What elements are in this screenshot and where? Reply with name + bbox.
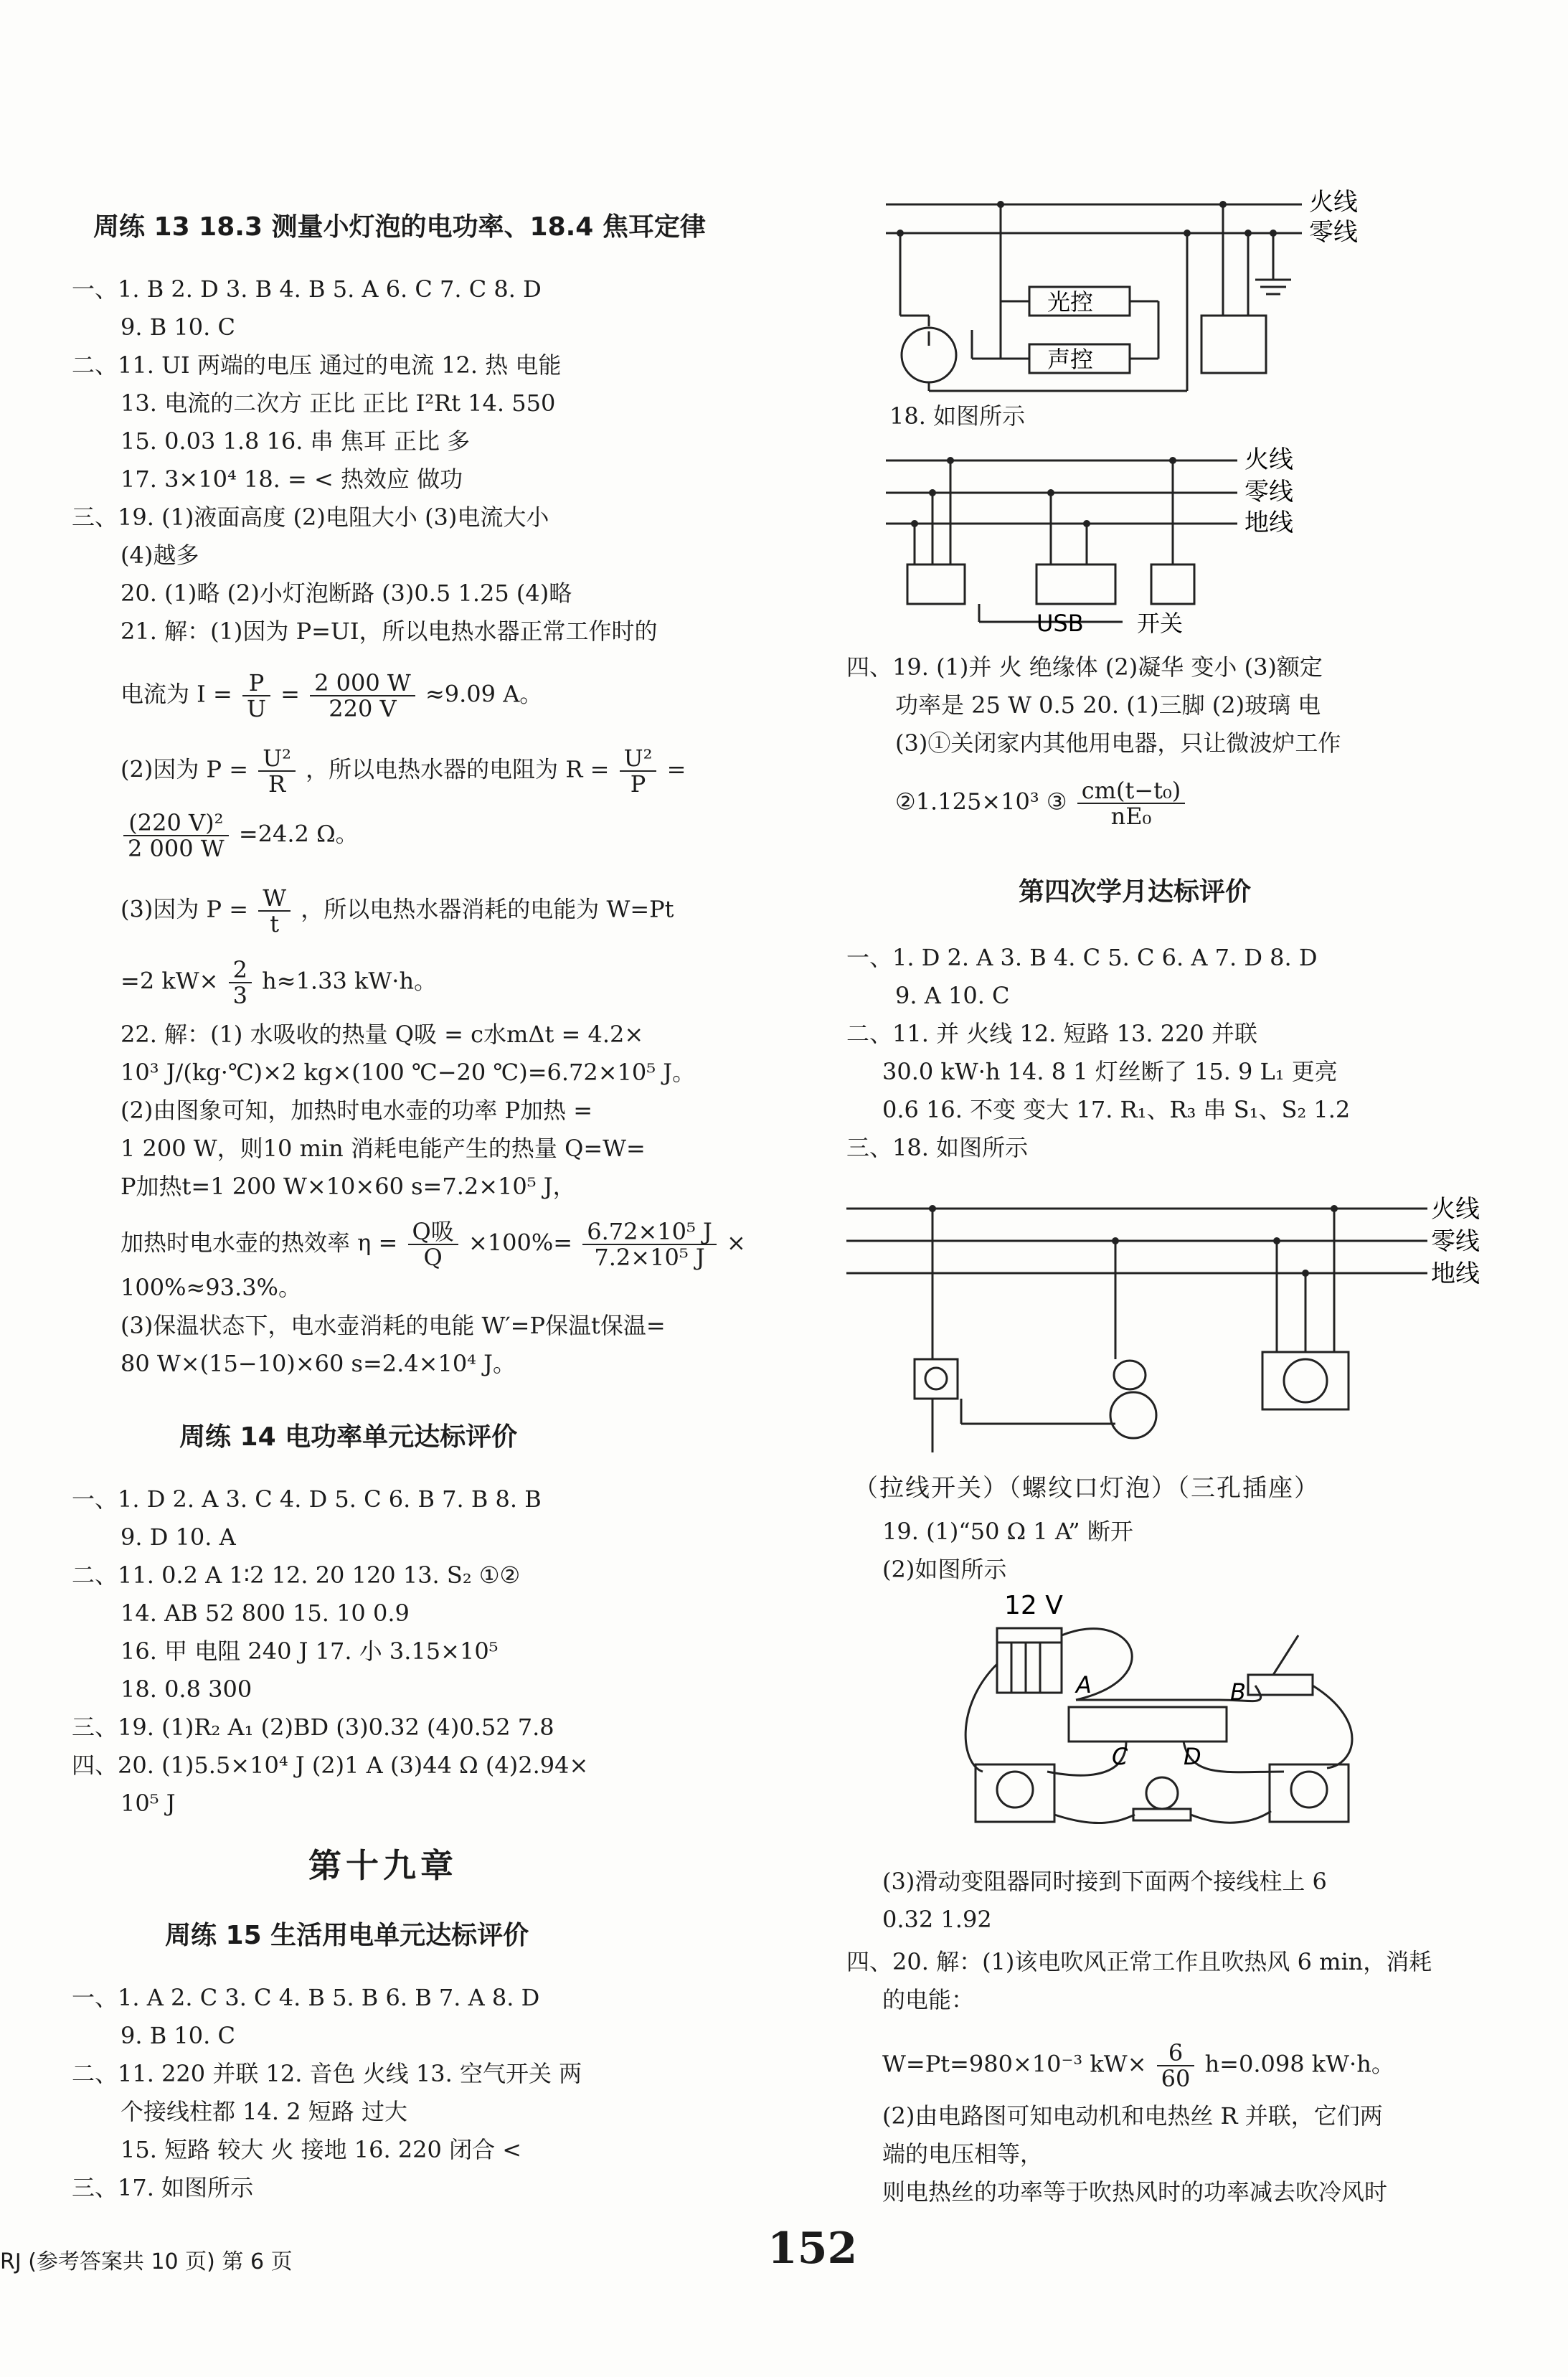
week14-title: 周练 14 电功率单元达标评价	[179, 1422, 518, 1452]
answer-line: 9. D 10. A	[121, 1523, 236, 1551]
answer-line: 21. 解：(1)因为 P=UI，所以电热水器正常工作时的	[121, 618, 658, 645]
terminal-c-label: C	[1112, 1743, 1128, 1770]
fraction: $\frac{\text{6.72×10⁵ J}}{\text{7.2×10⁵ J}}$	[582, 1219, 717, 1270]
week13-title: 周练 13 18.3 测量小灯泡的电功率、18.4 焦耳定律	[93, 212, 706, 242]
fraction: $\frac{\text{cm(t−t₀)}}{\text{nE₀}}$	[1077, 778, 1186, 828]
answer-line: 18. 0.8 300	[121, 1676, 252, 1703]
answer-line: 9. B 10. C	[121, 2022, 235, 2049]
answer-line: 则电热丝的功率等于吹热风时的功率减去吹冷风时	[882, 2178, 1388, 2206]
chapter-title: 第十九章	[308, 1846, 458, 1885]
fraction: $\frac{P}{U}$	[242, 671, 270, 721]
answer-line: 9. B 10. C	[121, 313, 235, 341]
answer-line: 一、1. B 2. D 3. B 4. B 5. A 6. C 7. C 8. D	[72, 275, 542, 303]
answer-line: 端的电压相等，	[882, 2140, 1044, 2168]
page-number: 152	[768, 2224, 858, 2274]
answer-line: 100%≈93.3%。	[121, 1274, 301, 1301]
sound-control-label: 声控	[1047, 346, 1094, 373]
week15-title: 周练 15 生活用电单元达标评价	[165, 1921, 529, 1950]
earth-wire-label: 地线	[1431, 1260, 1480, 1288]
answer-line: 19. (1)“50 Ω 1 A” 断开	[882, 1518, 1133, 1545]
formula-line: ②1.125×10³ ③ $\frac{\text{cm(t−t₀)}}{\text{nE₀}}$	[895, 778, 1188, 828]
figure-caption: （拉线开关）（螺纹口灯泡）（三孔插座）	[854, 1474, 1320, 1503]
answer-line: 10⁵ J	[121, 1790, 176, 1817]
answer-line: 22. 解：(1) 水吸收的热量 Q吸 = c水mΔt = 4.2×	[121, 1021, 644, 1048]
terminal-d-label: D	[1184, 1743, 1201, 1770]
neutral-wire-label: 零线	[1245, 478, 1293, 506]
formula-line: $\frac{\text{(220 V)²}}{2 000 W}$ =24.2 Ω。	[121, 811, 359, 861]
answer-line: 9. A 10. C	[895, 982, 1010, 1009]
neutral-wire-label: 零线	[1431, 1227, 1480, 1256]
answer-line: 三、18. 如图所示	[846, 1134, 1029, 1161]
answer-line: 二、11. 220 并联 12. 音色 火线 13. 空气开关 两	[72, 2060, 582, 2087]
answer-line: 17. 3×10⁴ 18. = < 热效应 做功	[121, 466, 463, 493]
answer-line: (3)①关闭家内其他用电器，只让微波炉工作	[895, 729, 1341, 757]
answer-line: 三、19. (1)液面高度 (2)电阻大小 (3)电流大小	[72, 504, 549, 531]
answer-line: 13. 电流的二次方 正比 正比 I²Rt 14. 550	[121, 389, 556, 417]
answer-line: 0.6 16. 不变 变大 17. R₁、R₃ 串 S₁、S₂ 1.2	[882, 1096, 1351, 1123]
answer-line: 一、1. A 2. C 3. C 4. B 5. B 6. B 7. A 8. D	[72, 1984, 540, 2011]
live-wire-label: 火线	[1245, 445, 1293, 474]
fraction: $\frac{\text{U²}}{P}$	[620, 746, 657, 796]
answer-line: (3)滑动变阻器同时接到下面两个接线柱上 6	[882, 1868, 1327, 1895]
formula-line: (3)因为 P = $\frac{W}{t}$ ，所以电热水器消耗的电能为 W=Pt	[121, 884, 674, 937]
answer-line: 的电能：	[882, 1986, 975, 2013]
formula-line: W=Pt=980×10⁻³ kW× $\frac{6}{60}$ h=0.098 kW·h。	[882, 2039, 1394, 2092]
answer-line: 14. AB 52 800 15. 10 0.9	[121, 1599, 410, 1627]
fraction: $\frac{W}{t}$	[258, 886, 291, 936]
answer-line: P加热t=1 200 W×10×60 s=7.2×10⁵ J，	[121, 1173, 576, 1200]
month4-title: 第四次学月达标评价	[1019, 877, 1252, 907]
answer-line: 15. 0.03 1.8 16. 串 焦耳 正比 多	[121, 427, 471, 455]
answer-line: (4)越多	[121, 542, 199, 569]
answer-line: 二、11. UI 两端的电压 通过的电流 12. 热 电能	[72, 351, 562, 379]
fraction: $\frac{2 000 W}{220 V}$	[310, 671, 415, 721]
formula-line: =2 kW× $\frac{2}{3}$ h≈1.33 kW·h。	[121, 956, 438, 1009]
fraction: $\frac{6}{60}$	[1157, 2041, 1195, 2091]
answer-line: 30.0 kW·h 14. 8 1 灯丝断了 15. 9 L₁ 更亮	[882, 1058, 1338, 1085]
answer-line: 二、11. 0.2 A 1∶2 12. 20 120 13. S₂ ①②	[72, 1561, 521, 1589]
circuit-figure-m18	[846, 1187, 1506, 1470]
terminal-b-label: B	[1230, 1678, 1246, 1706]
circuit-figure-17	[886, 179, 1402, 402]
answer-line: 四、20. 解：(1)该电吹风正常工作且吹热风 6 min，消耗	[846, 1948, 1432, 1975]
circuit-figure-18	[886, 439, 1402, 636]
answer-line: 15. 短路 较大 火 接地 16. 220 闭合 <	[121, 2136, 522, 2163]
answer-line: 0.32 1.92	[882, 1906, 992, 1933]
answer-line: (2)由图象可知，加热时电水壶的功率 P加热 =	[121, 1097, 593, 1124]
answer-line: 一、1. D 2. A 3. C 4. D 5. C 6. B 7. B 8. B	[72, 1485, 542, 1513]
answer-line: (2)由电路图可知电动机和电热丝 R 并联，它们两	[882, 2102, 1383, 2130]
answer-line: (2)如图所示	[882, 1556, 1007, 1583]
light-control-label: 光控	[1047, 288, 1094, 316]
fraction: $\frac{\text{U²}}{R}$	[258, 746, 296, 796]
answer-line: 三、17. 如图所示	[72, 2174, 254, 2201]
answer-line: 个接线柱都 14. 2 短路 过大	[121, 2098, 407, 2125]
answer-line: 20. (1)略 (2)小灯泡断路 (3)0.5 1.25 (4)略	[121, 580, 572, 607]
answer-line: 一、1. D 2. A 3. B 4. C 5. C 6. A 7. D 8. D	[846, 944, 1318, 971]
usb-label: USB	[1036, 610, 1084, 636]
earth-wire-label: 地线	[1245, 509, 1293, 537]
footer-text: RJ (参考答案共 10 页) 第 6 页	[0, 2249, 293, 2274]
voltage-label: 12 V	[1004, 1592, 1063, 1620]
answer-line: 四、19. (1)并 火 绝缘体 (2)凝华 变小 (3)额定	[846, 653, 1323, 681]
fraction: $\frac{\text{(220 V)²}}{2 000 W}$	[123, 811, 229, 861]
switch-label: 开关	[1137, 610, 1184, 636]
answer-line: (3)保温状态下，电水壶消耗的电能 W′=P保温t保温=	[121, 1312, 666, 1339]
answer-line: 功率是 25 W 0.5 20. (1)三脚 (2)玻璃 电	[895, 691, 1321, 719]
answer-line: 二、11. 并 火线 12. 短路 13. 220 并联	[846, 1020, 1257, 1047]
physical-circuit-figure-19	[954, 1592, 1384, 1836]
live-wire-label: 火线	[1309, 188, 1358, 217]
answer-line: 四、20. (1)5.5×10⁴ J (2)1 A (3)44 Ω (4)2.94×	[72, 1752, 589, 1779]
formula-line: 加热时电水壶的热效率 η = $\frac{\text{Q吸}}{Q}$ ×100%= $\frac{\text{6.72×10⁵ J}}{\text{7.2×10⁵ J}}$ ×	[121, 1218, 746, 1271]
answer-line: 16. 甲 电阻 240 J 17. 小 3.15×10⁵	[121, 1638, 499, 1665]
answer-line: 三、19. (1)R₂ A₁ (2)BD (3)0.32 (4)0.52 7.8	[72, 1714, 554, 1741]
answer-line: 10³ J/(kg·℃)×2 kg×(100 ℃−20 ℃)=6.72×10⁵ J。	[121, 1059, 696, 1086]
formula-line: (2)因为 P = $\frac{\text{U²}}{R}$ ，所以电热水器的电阻为 R = $\frac{\text{U²}}{P}$ =	[121, 745, 686, 798]
formula-line: 电流为 I = $\frac{P}{U}$ = $\frac{2 000 W}{220 V}$ ≈9.09 A。	[121, 669, 543, 722]
live-wire-label: 火线	[1431, 1195, 1480, 1224]
fraction: $\frac{2}{3}$	[229, 958, 252, 1008]
terminal-a-label: A	[1076, 1671, 1092, 1698]
answer-line: 18. 如图所示	[889, 402, 1026, 430]
fraction: $\frac{\text{Q吸}}{Q}$	[408, 1219, 458, 1270]
answer-line: 1 200 W，则10 min 消耗电能产生的热量 Q=W=	[121, 1135, 646, 1162]
answer-line: 80 W×(15−10)×60 s=2.4×10⁴ J。	[121, 1350, 516, 1377]
neutral-wire-label: 零线	[1309, 218, 1358, 247]
